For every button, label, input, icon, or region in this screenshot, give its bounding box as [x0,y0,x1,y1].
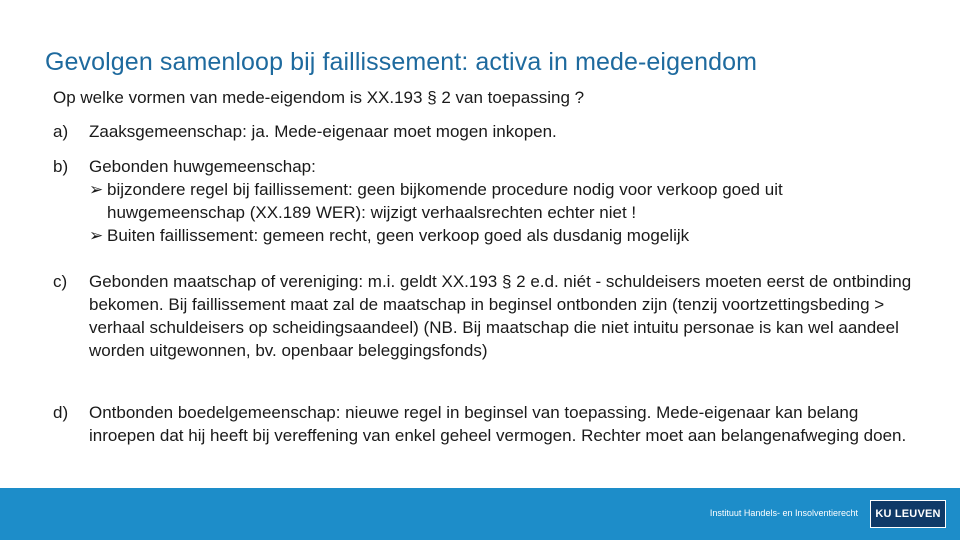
footer-bar [0,488,960,540]
list-item-text: Gebonden huwgemeenschap: [89,157,316,176]
list-item-text: Gebonden maatschap of vereniging: m.i. geldt XX.193 § 2 e.d. niét - schuldeisers moeten eerst de ontbinding bekomen. Bij faillissement maat zal de maatschap in beginsel ontbonden zijn (tenzij voortzettingsbeding > verhaal schuldeisers op scheidingsaandeel) (NB. Bij maatschap die niet intuitu personae is kan wel aandeel worden uitgewonnen, bv. openbaar beleggingsfonds) [89,272,912,360]
logo-text: KU LEUVEN [875,508,941,520]
question-text: Op welke vormen van mede-eigendom is XX.193 § 2 van toepassing ? [53,88,585,107]
slide-title: Gevolgen samenloop bij faillissement: activa in mede-eigendom [45,48,758,76]
sub-list-item-text: Buiten faillissement: gemeen recht, geen verkoop goed als dusdanig mogelijk [107,226,690,245]
list-marker: d) [53,403,69,422]
sub-list-item [89,224,923,247]
list-item-c [53,270,923,362]
ku-leuven-logo [870,500,946,528]
list-item-a [53,120,923,143]
list-marker: a) [53,122,69,141]
list-item-d [53,401,923,447]
list-marker: c) [53,272,68,291]
arrow-bullet-icon: ➢ [89,226,104,245]
list-item-b [53,155,923,247]
sub-list-item-text: bijzondere regel bij faillissement: geen bijkomende procedure nodig voor verkoop goed uit huwgemeenschap (XX.189 WER): wijzigt verhaalsrechten echter niet ! [107,180,783,222]
list-item-text: Ontbonden boedelgemeenschap: nieuwe regel in beginsel van toepassing. Mede-eigenaar kan belang inroepen dat hij heeft bij vereffening van enkel geheel vermogen. Rechter moet aan belangenafweging doen. [89,403,907,445]
arrow-bullet-icon: ➢ [89,180,104,199]
list-marker: b) [53,157,69,176]
list-item-text: Zaaksgemeenschap: ja. Mede-eigenaar moet mogen inkopen. [89,122,557,141]
sub-list-item [89,178,923,224]
footer-institute-text: Instituut Handels- en Insolventierecht [709,508,858,518]
